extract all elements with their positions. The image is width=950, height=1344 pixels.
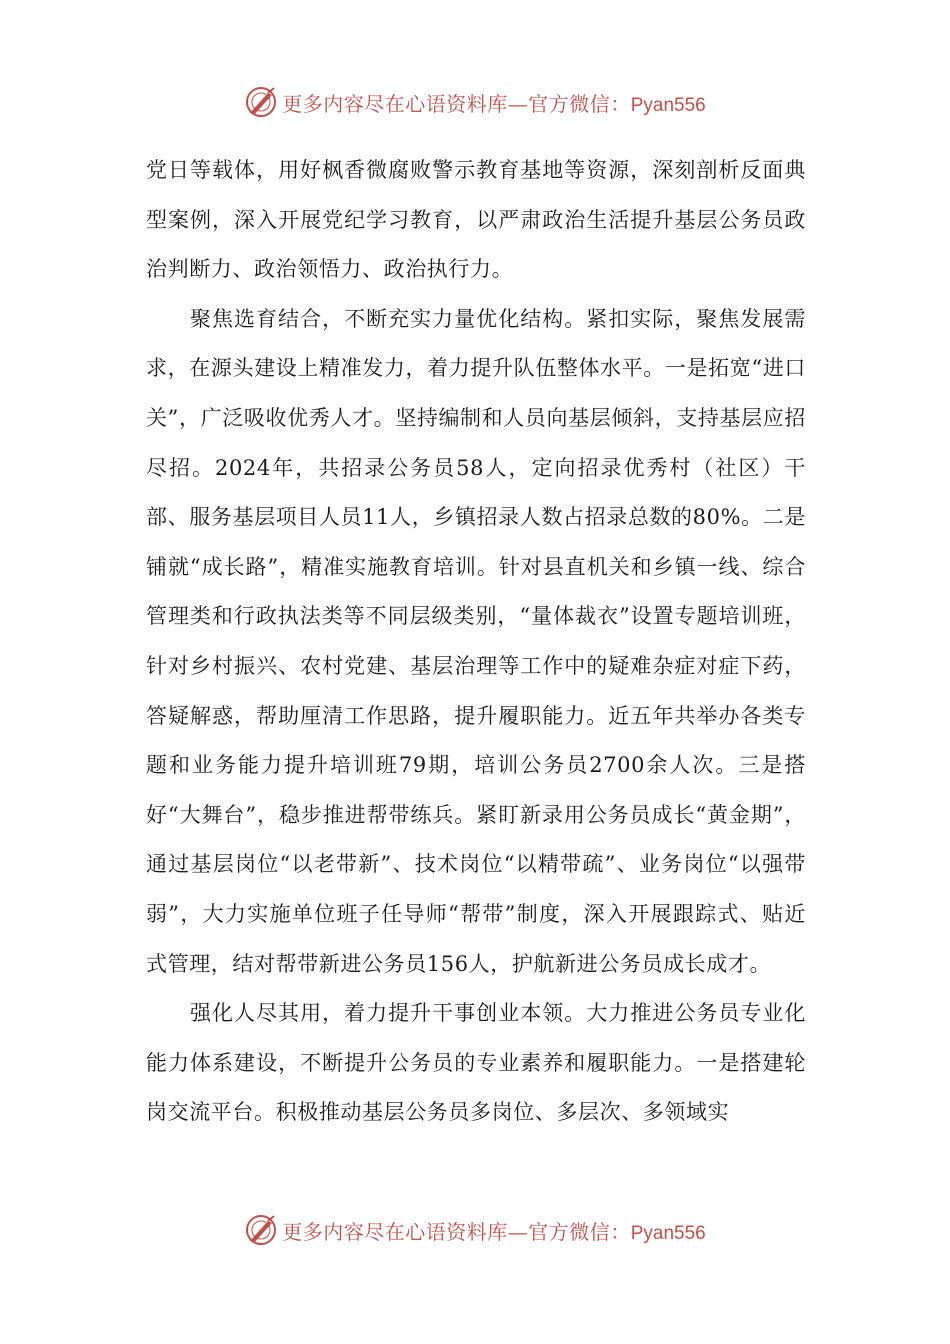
watermark-text: 更多内容尽在心语资料库—官方微信：Pyan556 [282, 1219, 706, 1244]
watermark-text: 更多内容尽在心语资料库—官方微信：Pyan556 [282, 91, 706, 116]
pen-nib-icon [244, 85, 278, 119]
footer-watermark [0, 1210, 950, 1250]
document-body [146, 146, 806, 1138]
pen-nib-icon [244, 1213, 278, 1247]
paragraph: 党日等载体，用好枫香微腐败警示教育基地等资源，深刻剖析反面典型案例，深入开展党纪学习教育，以严肃政治生活提升基层公务员政治判断力、政治领悟力、政治执行力。 [146, 158, 806, 282]
paragraph: 强化人尽其用，着力提升干事创业本领。大力推进公务员专业化能力体系建设，不断提升公务员的专业素养和履职能力。一是搭建轮岗交流平台。积极推动基层公务员多岗位、多层次、多领域实 [146, 1001, 806, 1125]
paragraph: 聚焦选育结合，不断充实力量优化结构。紧扣实际，聚焦发展需求，在源头建设上精准发力，着力提升队伍整体水平。一是拓宽“进口关”，广泛吸收优秀人才。坚持编制和人员向基层倾斜，支持基层应招尽招。2024年，共招录公务员58人，定向招录优秀村（社区）干部、服务基层项目人员11人，乡镇招录人数占招录总数的80%。二是铺就“成长路”，精准实施教育培训。针对县直机关和乡镇一线、综合管理类和行政执法类等不同层级类别，“量体裁衣”设置专题培训班，针对乡村振兴、农村党建、基层治理等工作中的疑难杂症对症下药，答疑解惑，帮助厘清工作思路，提升履职能力。近五年共举办各类专题和业务能力提升培训班79期，培训公务员2700余人次。三是搭好“大舞台”，稳步推进帮带练兵。紧盯新录用公务员成长“黄金期”，通过基层岗位“以老带新”、技术岗位“以精带疏”、业务岗位“以强带弱”，大力实施单位班子任导师“帮带”制度，深入开展跟踪式、贴近式管理，结对帮带新进公务员156人，护航新进公务员成长成才。 [146, 306, 806, 976]
header-watermark [0, 82, 950, 122]
